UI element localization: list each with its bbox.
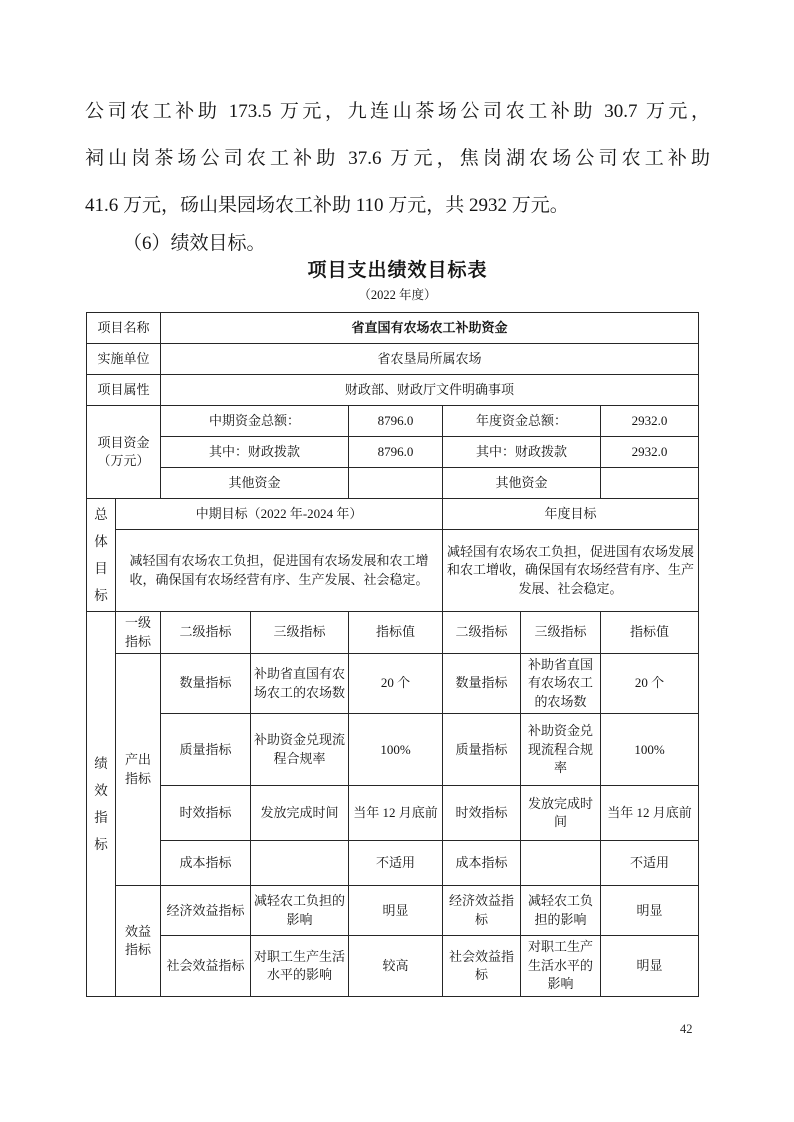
year-fiscal-value: 2932.0 [601, 437, 699, 468]
table-subtitle: （2022 年度） [358, 288, 437, 302]
indicator-row [87, 714, 699, 786]
mid-other-label: 其他资金 [161, 468, 349, 499]
indicator-cell: 质量指标 [161, 714, 251, 786]
mid-fiscal-value: 8796.0 [349, 437, 443, 468]
indicator-cell: 对职工生产生活水平的影响 [521, 936, 601, 996]
indicator-cell [251, 841, 349, 886]
perf-indicator-label: 绩效指标 [87, 612, 116, 997]
performance-target-table [86, 312, 699, 997]
table-row [87, 344, 699, 375]
indicator-cell: 社会效益指标 [443, 936, 521, 996]
implement-unit-value: 省农垦局所属农场 [161, 344, 699, 375]
indicator-cell: 发放完成时间 [521, 786, 601, 841]
list-item-heading: （6）绩效目标。 [123, 233, 266, 254]
table-row [87, 437, 699, 468]
indicator-cell: 发放完成时间 [251, 786, 349, 841]
paragraph-line: 祠山岗茶场公司农工补助 37.6 万元，焦岗湖农场公司农工补助 [85, 148, 710, 169]
indicator-cell: 不适用 [601, 841, 699, 886]
benefit-indicator-group-label: 效益指标 [116, 886, 161, 996]
indicator-cell: 数量指标 [161, 654, 251, 714]
table-row [87, 530, 699, 612]
indicator-cell: 经济效益指标 [161, 886, 251, 936]
body-paragraph [85, 88, 710, 259]
indicator-cell: 较高 [349, 936, 443, 996]
implement-unit-label: 实施单位 [87, 344, 161, 375]
indicator-cell: 社会效益指标 [161, 936, 251, 996]
project-attr-value: 财政部、财政厅文件明确事项 [161, 375, 699, 406]
project-name-label: 项目名称 [87, 313, 161, 344]
table-row [87, 468, 699, 499]
indicator-row [87, 654, 699, 714]
page-content [85, 0, 710, 997]
mid-fiscal-label: 其中：财政拨款 [161, 437, 349, 468]
table-row [87, 313, 699, 344]
indicator-row [87, 786, 699, 841]
year-goal-text: 减轻国有农场农工负担，促进国有农场发展和农工增收，确保国有农场经营有序、生产发展、社会稳定。 [443, 530, 699, 612]
indicator-cell: 100% [601, 714, 699, 786]
year-other-label: 其他资金 [443, 468, 601, 499]
indicator-cell: 100% [349, 714, 443, 786]
indicator-cell: 当年 12 月底前 [601, 786, 699, 841]
indicator-cell: 减轻农工负担的影响 [521, 886, 601, 936]
mid-goal-text: 减轻国有农场农工负担，促进国有农场发展和农工增收，确保国有农场经营有序、生产发展、社会稳定。 [116, 530, 443, 612]
level1-header: 一级指标 [116, 612, 161, 654]
page-number: 42 [680, 1022, 693, 1036]
table-row [87, 375, 699, 406]
year-value-header: 指标值 [601, 612, 699, 654]
mid-level3-header: 三级指标 [251, 612, 349, 654]
funds-label: 项目资金（万元） [87, 406, 161, 499]
year-level2-header: 二级指标 [443, 612, 521, 654]
indicator-cell: 当年 12 月底前 [349, 786, 443, 841]
year-fiscal-label: 其中：财政拨款 [443, 437, 601, 468]
paragraph-line: 41.6 万元，砀山果园场农工补助 110 万元，共 2932 万元。 [85, 195, 569, 216]
indicator-cell: 成本指标 [443, 841, 521, 886]
table-row [87, 499, 699, 530]
mid-goal-header: 中期目标（2022 年-2024 年） [116, 499, 443, 530]
indicator-cell: 明显 [601, 936, 699, 996]
indicator-cell: 减轻农工负担的影响 [251, 886, 349, 936]
indicator-cell [521, 841, 601, 886]
indicator-cell: 补助资金兑现流程合规率 [521, 714, 601, 786]
mid-level2-header: 二级指标 [161, 612, 251, 654]
indicator-cell: 补助省直国有农场农工的农场数 [251, 654, 349, 714]
year-goal-header: 年度目标 [443, 499, 699, 530]
mid-total-value: 8796.0 [349, 406, 443, 437]
indicator-cell: 补助资金兑现流程合规率 [251, 714, 349, 786]
mid-total-label: 中期资金总额： [161, 406, 349, 437]
indicator-row [87, 841, 699, 886]
indicator-cell: 明显 [601, 886, 699, 936]
indicator-cell: 时效指标 [443, 786, 521, 841]
indicator-cell: 时效指标 [161, 786, 251, 841]
output-indicator-group-label: 产出指标 [116, 654, 161, 886]
indicator-cell: 经济效益指标 [443, 886, 521, 936]
mid-value-header: 指标值 [349, 612, 443, 654]
overall-goal-label: 总体目标 [87, 499, 116, 612]
year-total-value: 2932.0 [601, 406, 699, 437]
indicator-cell: 不适用 [349, 841, 443, 886]
indicator-cell: 数量指标 [443, 654, 521, 714]
indicator-cell: 质量指标 [443, 714, 521, 786]
project-name-value: 省直国有农场农工补助资金 [161, 313, 699, 344]
indicator-row [87, 886, 699, 936]
year-total-label: 年度资金总额： [443, 406, 601, 437]
indicator-cell: 补助省直国有农场农工的农场数 [521, 654, 601, 714]
project-attr-label: 项目属性 [87, 375, 161, 406]
year-other-value [601, 468, 699, 499]
indicator-cell: 20 个 [349, 654, 443, 714]
indicator-cell: 成本指标 [161, 841, 251, 886]
indicator-cell: 对职工生产生活水平的影响 [251, 936, 349, 996]
table-title: 项目支出绩效目标表 [307, 260, 488, 281]
indicator-row [87, 936, 699, 996]
table-row [87, 406, 699, 437]
paragraph-line: 公司农工补助 173.5 万元，九连山茶场公司农工补助 30.7 万元， [85, 101, 710, 122]
indicator-cell: 20 个 [601, 654, 699, 714]
mid-other-value [349, 468, 443, 499]
indicator-cell: 明显 [349, 886, 443, 936]
year-level3-header: 三级指标 [521, 612, 601, 654]
table-row [87, 612, 699, 654]
